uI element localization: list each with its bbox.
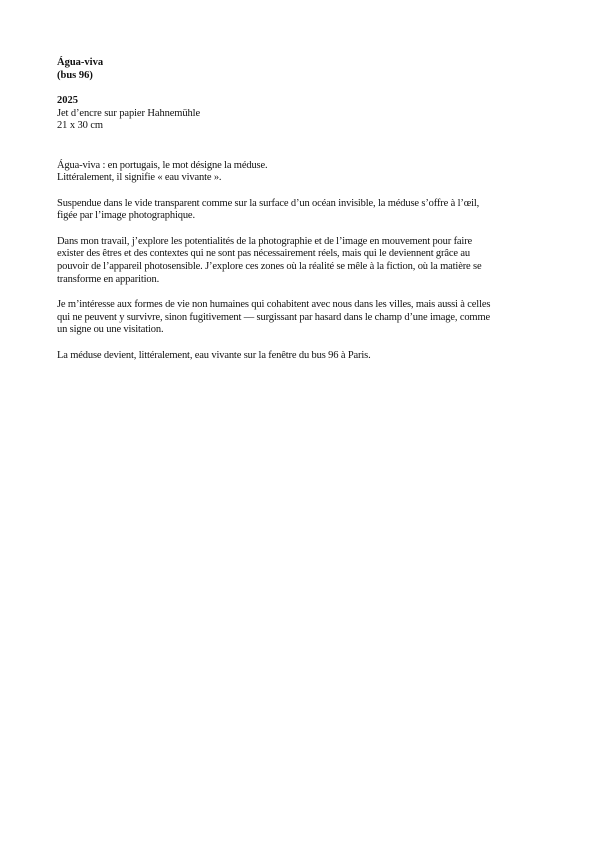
statement-line: La méduse devient, littéralement, eau vivante sur la fenêtre du bus 96 à Paris. bbox=[57, 350, 371, 362]
statement-line: Suspendue dans le vide transparent comme sur la surface d’un océan invisible, la méduse s’offre à l’œil, bbox=[57, 197, 480, 209]
statement-paragraph bbox=[57, 236, 547, 286]
artwork-title-block bbox=[57, 56, 547, 82]
statement-line: figée par l’image photographique. bbox=[57, 210, 195, 222]
artwork-details bbox=[57, 95, 547, 133]
statement-line: transforme en apparition. bbox=[57, 273, 160, 285]
artwork-year: 2025 bbox=[57, 95, 78, 106]
artwork-title: Água-viva bbox=[57, 57, 104, 68]
statement-line: Je m’intéresse aux formes de vie non humaines qui cohabitent avec nous dans les villes, mais aussi à celles bbox=[57, 299, 491, 311]
document-page bbox=[57, 56, 547, 376]
statement-line: Água-viva : en portugais, le mot désigne la méduse. bbox=[57, 159, 268, 171]
artwork-dimensions: 21 x 30 cm bbox=[57, 120, 103, 131]
statement-line: exister des êtres et des contextes qui ne sont pas nécessairement réels, mais qui le deviennent grâce au bbox=[57, 248, 470, 260]
statement-line: pouvoir de l’appareil photosensible. J’explore ces zones où la réalité se mêle à la fiction, où la matière se bbox=[57, 261, 482, 273]
statement-paragraph bbox=[57, 160, 547, 185]
statement-line: Dans mon travail, j’explore les potentialités de la photographie et de l’image en mouvement pour faire bbox=[57, 235, 473, 247]
statement-line: un signe ou une visitation. bbox=[57, 324, 164, 336]
statement-paragraph bbox=[57, 299, 547, 337]
statement-paragraph bbox=[57, 350, 547, 363]
statement-line: qui ne peuvent y survivre, sinon fugitivement — surgissant par hasard dans le champ d’une image, comme bbox=[57, 311, 490, 323]
artwork-subtitle: (bus 96) bbox=[57, 70, 93, 81]
artist-statement bbox=[57, 160, 547, 363]
artwork-medium: Jet d’encre sur papier Hahnemühle bbox=[57, 107, 201, 119]
statement-paragraph bbox=[57, 198, 547, 223]
statement-line: Littéralement, il signifie « eau vivante ». bbox=[57, 172, 222, 184]
